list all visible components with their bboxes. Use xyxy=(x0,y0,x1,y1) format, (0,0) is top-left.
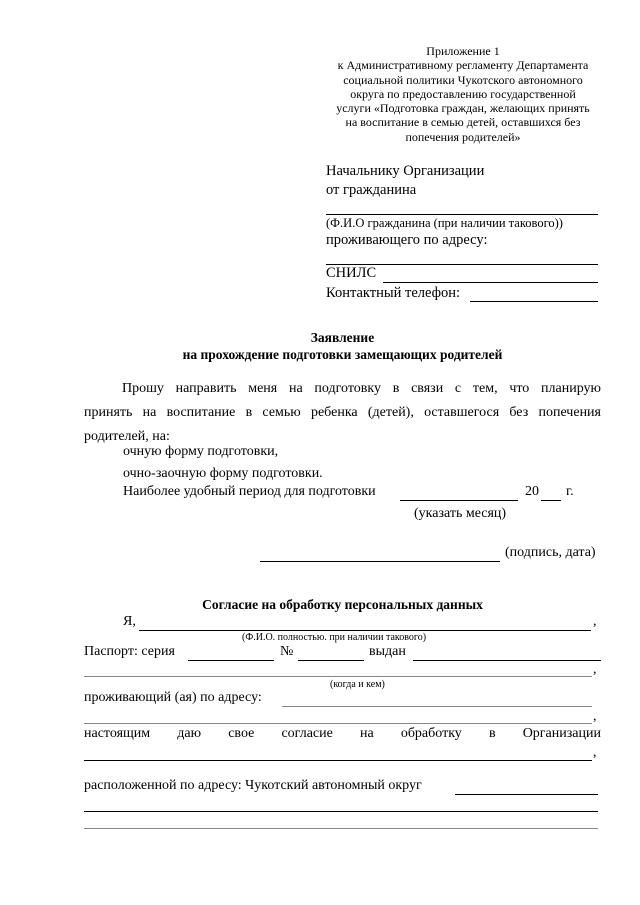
passport-number-sign: № xyxy=(280,644,294,659)
fio-hint: (Ф.И.О гражданина (при наличии такового)) xyxy=(326,216,563,230)
appendix-line: услуги «Подготовка граждан, желающих принять xyxy=(336,101,590,116)
consent-word: согласие xyxy=(281,726,333,741)
located-blank[interactable] xyxy=(455,794,598,795)
appendix-line: попечения родителей» xyxy=(405,129,521,144)
consent-word: в xyxy=(488,726,496,741)
passport-series-blank[interactable] xyxy=(188,660,274,661)
consent-word: настоящим xyxy=(84,726,151,741)
consent-statement-line xyxy=(84,726,601,742)
phone-blank-line[interactable] xyxy=(470,301,598,302)
located-line-3[interactable] xyxy=(84,828,598,829)
comma: , xyxy=(593,709,597,724)
year-suffix: г. xyxy=(566,484,574,499)
appendix-block xyxy=(318,44,608,144)
consent-address-line-2[interactable] xyxy=(84,723,592,724)
consent-word: обработку xyxy=(400,726,462,741)
comma: , xyxy=(593,745,597,760)
statement-title: Заявление xyxy=(310,330,375,345)
appendix-line: социальной политики Чукотского автономного xyxy=(343,72,583,87)
period-label: Наиболее удобный период для подготовки xyxy=(123,484,376,499)
period-month-blank[interactable] xyxy=(400,500,518,501)
passport-number-blank[interactable] xyxy=(298,660,364,661)
option-fulltime: очную форму подготовки, xyxy=(123,444,279,459)
addressee-residing: проживающего по адресу: xyxy=(326,232,488,248)
body-line: принять на воспитание в семью ребенка (детей), оставшегося без попечения xyxy=(84,405,601,420)
consent-residing-label: проживающий (ая) по адресу: xyxy=(84,690,262,705)
issued-line-2[interactable] xyxy=(84,676,592,677)
phone-label: Контактный телефон: xyxy=(326,285,461,301)
signature-hint: (подпись, дата) xyxy=(505,545,596,560)
appendix-line: округа по предоставлению государственной xyxy=(350,86,576,101)
consent-word: на xyxy=(359,726,374,741)
year-prefix: 20 xyxy=(525,484,539,499)
consent-address-blank[interactable] xyxy=(282,706,592,707)
passport-label: Паспорт: серия xyxy=(84,644,175,659)
addressee-to: Начальнику Организации xyxy=(326,163,485,179)
statement-body xyxy=(84,377,601,449)
consent-title: Согласие на обработку персональных данных xyxy=(202,597,483,612)
addressee-from: от гражданина xyxy=(326,182,417,198)
consent-word: даю xyxy=(177,726,202,741)
issued-hint: (когда и кем) xyxy=(330,679,385,690)
consent-word: свое xyxy=(228,726,255,741)
appendix-line: к Административному регламенту Департамента xyxy=(337,58,589,73)
located-line-2[interactable] xyxy=(84,811,598,812)
body-line: Прошу направить меня на подготовку в связи с тем, что планирую xyxy=(122,381,601,396)
consent-i: Я, xyxy=(123,614,136,629)
appendix-line: Приложение 1 xyxy=(426,44,500,58)
located-label: расположенной по адресу: Чукотский автономный округ xyxy=(84,778,422,793)
consent-word: Организации xyxy=(522,726,601,741)
fio-blank-line[interactable] xyxy=(326,214,598,215)
consent-fio-hint: (Ф.И.О. полностью. при наличии такового) xyxy=(242,632,427,643)
year-blank[interactable] xyxy=(541,500,561,501)
issued-blank[interactable] xyxy=(413,660,601,661)
appendix-line: на воспитание в семью детей, оставшихся без xyxy=(345,115,581,130)
statement-subtitle: на прохождение подготовки замещающих родителей xyxy=(182,347,503,362)
body-line: родителей, на: xyxy=(84,429,170,444)
consent-fio-blank[interactable] xyxy=(139,630,591,631)
option-parttime: очно-заочную форму подготовки. xyxy=(123,466,323,481)
comma: , xyxy=(593,614,597,629)
comma: , xyxy=(593,662,597,677)
month-hint: (указать месяц) xyxy=(414,506,507,521)
snils-blank-line[interactable] xyxy=(383,282,598,283)
signature-blank-line[interactable] xyxy=(260,561,500,562)
organization-blank-line[interactable] xyxy=(84,760,592,761)
snils-label: СНИЛС xyxy=(326,265,377,281)
issued-label: выдан xyxy=(369,644,406,659)
